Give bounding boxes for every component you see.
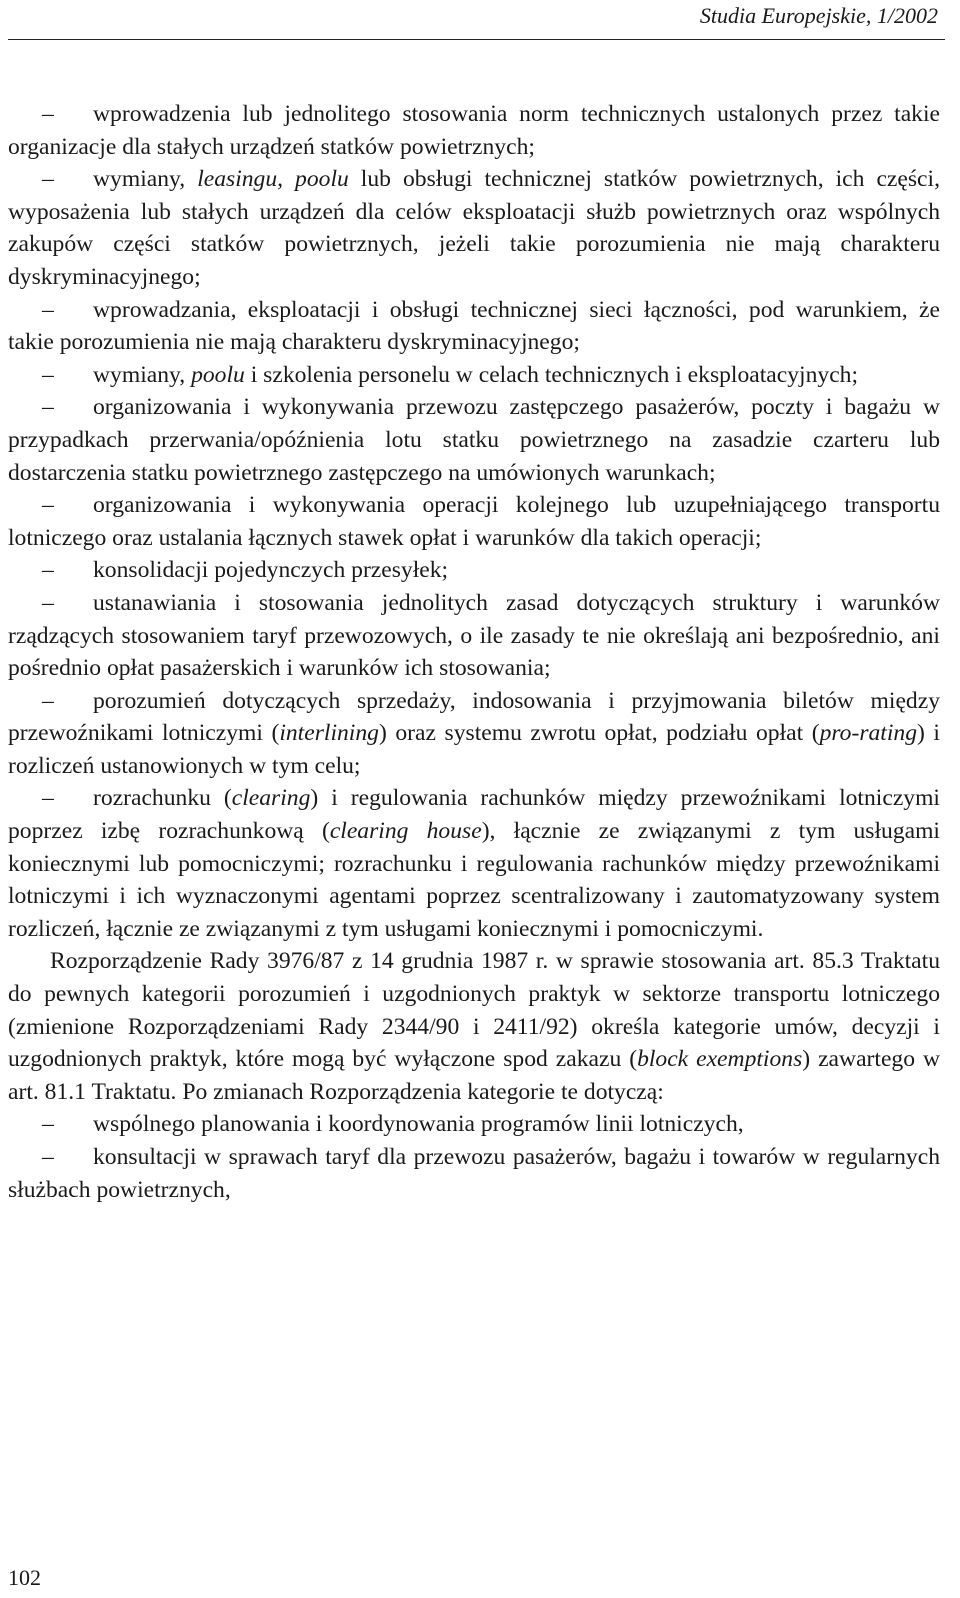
dash-marker: –: [42, 1111, 54, 1138]
dash-list-b: [8, 1108, 940, 1206]
italic-term: interlining: [279, 720, 379, 747]
list-item: [8, 391, 940, 489]
list-item: [8, 1141, 940, 1206]
dash-marker: –: [42, 557, 54, 584]
italic-term: poolu: [191, 361, 245, 388]
list-item: [8, 359, 940, 392]
text-segment: wprowadzania, eksploatacji i obsługi technicznej sieci łączności, pod warunkiem, że takie porozumienia nie mają charakteru dyskryminacyjnego;: [8, 296, 940, 356]
dash-marker: –: [42, 394, 54, 421]
list-item: [8, 489, 940, 554]
text-segment: rozrachunku (: [93, 785, 232, 812]
header-divider: [8, 39, 945, 40]
text-segment: ), łącznie ze związanymi z tym usługami koniecznymi lub pomocniczymi; rozrachunku i regulowania rachunków między przewoźnikami lotniczymi i ich wyznaczonymi agentami poprzez scentralizowany i zautomatyzowany system rozliczeń, łącznie ze związanymi z tym usługami koniecznymi i pomocniczymi.: [8, 818, 940, 942]
dash-marker: –: [42, 361, 54, 388]
text-segment: Rozporządzenie Rady 3976/87 z 14 grudnia 1987 r. w sprawie stosowania art. 85.3 Traktatu do pewnych kategorii porozumień i uzgodnionych praktyk w sektorze transportu lotniczego (zmienione Rozporządzeniami Rady 2344/90 i 2411/92) określa kategorie umów, decyzji i uzgodnionych praktyk, które mogą być wyłączone spod zakazu (: [8, 948, 940, 1073]
text-segment: i szkolenia personelu w celach technicznych i eksploatacyjnych;: [244, 361, 859, 388]
text-segment: wymiany,: [93, 361, 192, 388]
text-segment: organizowania i wykonywania operacji kolejnego lub uzupełniającego transportu lotniczego oraz ustalania łącznych stawek opłat i warunków dla takich operacji;: [8, 492, 940, 551]
dash-list-a: [8, 98, 940, 945]
italic-term: leasingu, poolu: [197, 166, 349, 193]
text-segment: konsultacji w sprawach taryf dla przewozu pasażerów, bagażu i towarów w regularnych służbach powietrznych,: [8, 1144, 940, 1203]
dash-marker: –: [42, 1144, 54, 1170]
text-segment: lub obsługi technicznej statków powietrznych, ich części, wyposażenia lub stałych urządzeń dla celów eksploatacji służb powietrznych oraz wspólnych zakupów części statków powietrznych, jeżeli takie porozumienia nie mają charakteru dyskryminacyjnego;: [8, 166, 940, 290]
text-segment: organizowania i wykonywania przewozu zastępczego pasażerów, poczty i bagażu w przypadkach przerwania/opóźnienia lotu statku powietrznego na zasadzie czarteru lub dostarczenia statku powietrznego zastępczego na umówionych warunkach;: [8, 394, 940, 486]
body-paragraph: [8, 945, 940, 1108]
list-item: [8, 98, 940, 163]
list-item: [8, 554, 940, 587]
text-segment: ) i regulowania rachunków między przewoźnikami lotniczymi poprzez izbę rozrachunkową (: [8, 785, 940, 845]
list-item: [8, 685, 940, 783]
text-segment: ) zawartego w art. 81.1 Traktatu. Po zmianach Rozporządzenia kategorie te dotyczą:: [8, 1046, 941, 1105]
dash-marker: –: [42, 785, 54, 812]
page-content: [8, 98, 940, 1206]
list-item: [8, 163, 940, 293]
list-item: [8, 587, 940, 685]
dash-marker: –: [42, 492, 54, 519]
dash-marker: –: [42, 101, 54, 127]
page-number: 102: [8, 1565, 41, 1590]
text-segment: ustanawiania i stosowania jednolitych zasad dotyczących struktury i warunków rządzących stosowaniem taryf przewozowych, o ile zasady te nie określają ani bezpośrednio, ani pośrednio opłat pasażerskich i warunków ich stosowania;: [8, 589, 940, 682]
text-segment: wspólnego planowania i koordynowania programów linii lotniczych,: [93, 1111, 744, 1138]
list-item: [8, 294, 940, 359]
text-segment: wprowadzenia lub jednolitego stosowania norm technicznych ustalonych przez takie organizacje dla stałych urządzeń statków powietrznych;: [8, 101, 940, 160]
text-segment: ) oraz systemu zwrotu opłat, podziału opłat (: [378, 720, 820, 747]
text-segment: wymiany,: [93, 166, 198, 193]
italic-term: block exemptions: [637, 1046, 803, 1073]
list-item: [8, 1108, 940, 1141]
dash-marker: –: [42, 687, 54, 714]
text-segment: konsolidacji pojedynczych przesyłek;: [93, 557, 449, 584]
text-segment: ) i rozliczeń ustanowionych w tym celu;: [8, 720, 940, 779]
italic-term: pro-rating: [819, 720, 918, 747]
text-segment: porozumień dotyczących sprzedaży, indosowania i przyjmowania biletów między przewoźnikami lotniczymi (: [8, 687, 940, 747]
dash-marker: –: [42, 589, 54, 616]
italic-term: clearing: [231, 785, 311, 812]
italic-term: clearing house: [329, 818, 482, 845]
list-item: [8, 782, 940, 945]
dash-marker: –: [42, 166, 54, 193]
dash-marker: –: [42, 296, 54, 323]
journal-header: Studia Europejskie, 1/2002: [699, 3, 938, 28]
